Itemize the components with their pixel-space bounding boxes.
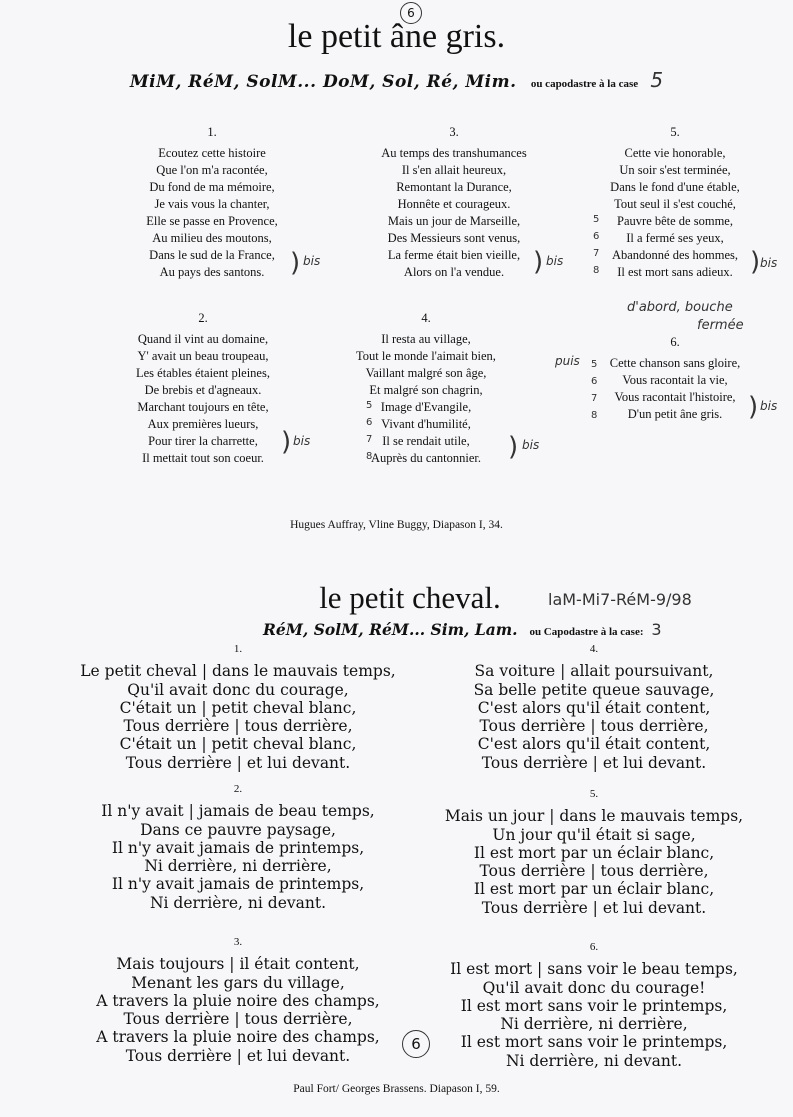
stanza-number: 3. (233, 936, 243, 948)
song-title-1: le petit âne gris. (287, 18, 506, 55)
lyric-line: De brebis et d'agneaux. (144, 383, 262, 397)
lyric-line: Marchant toujours en tête, (137, 400, 269, 414)
lyric-line: Ecoutez cette histoire (158, 146, 266, 160)
lyric-line: Pauvre bête de somme, (617, 214, 733, 228)
stanza-number: 2. (233, 783, 243, 795)
stanza-number: 3. (449, 125, 459, 139)
lyric-line: Abandonné des hommes, (611, 248, 739, 262)
lyric-line: Il est mort par un éclair blanc, (473, 843, 715, 862)
lyric-line: Vous racontait l'histoire, (614, 390, 736, 404)
margin-number: 6 (593, 231, 600, 242)
handwritten-note: d'abord, bouche (627, 300, 733, 315)
lyric-line: Il a fermé ses yeux, (626, 231, 724, 245)
lyric-line: Il mettait tout son coeur. (142, 451, 264, 465)
capo-label-2: ou Capodastre à la case: (529, 626, 644, 638)
handwritten-chords: laM-Mi7-RéM-9/98 (548, 590, 692, 609)
lyric-line: Il est mort par un éclair blanc, (473, 880, 715, 899)
lyric-line: Il est mort sans adieux. (617, 265, 733, 279)
stanza-1-6 (575, 334, 778, 423)
margin-number: 6 (591, 376, 598, 387)
lyric-line: Au temps des transhumances (381, 146, 527, 160)
lyric-line: Du fond de ma mémoire, (149, 180, 275, 194)
margin-number: 7 (366, 434, 373, 445)
lyric-line: Tous derrière | tous derrière, (123, 1010, 353, 1029)
chord-list-1: MiM, RéM, SolM... DoM, Sol, Ré, Mim. (129, 72, 517, 92)
lyric-line: Elle se passe en Provence, (146, 214, 278, 228)
lyric-line: Que l'on m'a racontée, (156, 163, 268, 177)
capo-value-1: 5 (650, 68, 664, 92)
lyric-line: Honnête et courageux. (397, 197, 511, 211)
lyric-line: C'était un | petit cheval blanc, (119, 698, 357, 717)
margin-number: 5 (591, 359, 598, 370)
lyric-line: Auprès du cantonnier. (370, 451, 482, 465)
stanza-2-6 (424, 938, 764, 1070)
margin-number: 7 (593, 248, 600, 259)
brace-mark: ) (748, 392, 759, 422)
lyric-line: Cette vie honorable, (624, 146, 726, 160)
lyric-line: Les étables étaient pleines, (136, 366, 270, 380)
lyric-line: Image d'Evangile, (380, 400, 472, 414)
lyric-line: D'un petit âne gris. (627, 407, 723, 421)
lyric-line: Tout seul il s'est couché, (614, 197, 736, 211)
lyric-line: Aux premières lueurs, (147, 417, 259, 431)
lyric-line: Il n'y avait | jamais de beau temps, (101, 802, 375, 821)
lyric-line: Sa belle petite queue sauvage, (473, 680, 715, 699)
brace-mark: ) (508, 432, 519, 462)
song-title-2: le petit cheval. (319, 580, 501, 615)
lyric-line: Vaillant malgré son âge, (365, 366, 487, 380)
margin-number: 8 (366, 451, 373, 462)
lyric-line: Tout le monde l'aimait bien, (356, 349, 496, 363)
lyric-line: Mais un jour de Marseille, (387, 214, 521, 228)
capo-label-1: ou capodastre à la case (530, 78, 639, 90)
brace-mark: ) (750, 247, 761, 277)
lyric-line: La ferme était bien vieille, (387, 248, 521, 262)
lyric-line: Qu'il avait donc du courage, (127, 680, 349, 699)
stanza-1-2 (103, 310, 303, 467)
margin-number: 7 (591, 393, 598, 404)
lyric-line: Tous derrière | et lui devant. (481, 753, 707, 772)
lyric-line: Au pays des santons. (159, 265, 265, 279)
stanza-number: 6. (670, 335, 680, 349)
stanza-number: 5. (589, 788, 599, 800)
lyric-line: Ni derrière, ni derrière, (500, 1015, 688, 1034)
lyric-line: Dans ce pauvre paysage, (140, 820, 336, 839)
lyric-line: Tous derrière | tous derrière, (479, 717, 709, 736)
lyric-line: Tous derrière | et lui devant. (125, 1046, 351, 1065)
lyric-line: Au milieu des moutons, (152, 231, 272, 245)
lyric-line: Mais toujours | il était content, (116, 955, 360, 974)
lyric-line: Quand il vint au domaine, (137, 332, 269, 346)
stanza-number: 1. (233, 643, 243, 655)
capo-value-2: 3 (651, 620, 662, 639)
stanza-number: 1. (207, 125, 217, 139)
lyric-line: Ni derrière, ni devant. (505, 1051, 683, 1070)
lyric-line: Mais un jour | dans le mauvais temps, (444, 807, 744, 826)
handwritten-note: puis (555, 354, 580, 368)
brace-mark: ) (290, 248, 301, 278)
credit-1: Hugues Auffray, Vline Buggy, Diapason I, 34. (290, 519, 503, 531)
lyric-line: Cette chanson sans gloire, (609, 356, 741, 370)
lyric-line: C'était un | petit cheval blanc, (119, 735, 357, 754)
circled-page-number: 6 (400, 2, 422, 24)
lyric-line: Il est mort sans voir le printemps, (460, 996, 728, 1015)
margin-number: 5 (366, 400, 373, 411)
lyric-line: Il s'en allait heureux, (401, 163, 507, 177)
brace-mark: ) (281, 427, 292, 457)
bis-annotation: bis (760, 399, 778, 413)
lyric-line: Des Messieurs sont venus, (387, 231, 521, 245)
lyric-line: Menant les gars du village, (131, 973, 345, 992)
stanza-2-5 (424, 785, 764, 917)
lyric-line: Il resta au village, (381, 332, 471, 346)
lyric-line: Dans le sud de la France, (149, 248, 275, 262)
stanza-1-4 (326, 310, 526, 467)
margin-number: 6 (366, 417, 373, 428)
lyric-line: Et malgré son chagrin, (369, 383, 483, 397)
lyric-line: Tous derrière | tous derrière, (479, 862, 709, 881)
lyric-line: Dans le fond d'une étable, (610, 180, 740, 194)
lyric-line: Il est mort | sans voir le beau temps, (450, 960, 738, 979)
stanza-2-3 (68, 933, 408, 1065)
chord-list-2: RéM, SolM, RéM... Sim, Lam. (263, 620, 518, 639)
bis-annotation: bis (303, 254, 321, 268)
stanza-1-5 (575, 124, 778, 281)
lyric-line: Sa voiture | allait poursuivant, (474, 662, 714, 681)
margin-number: 5 (593, 214, 600, 225)
stanza-number: 4. (589, 643, 599, 655)
lyric-line: C'est alors qu'il était content, (477, 698, 711, 717)
lyric-line: Tous derrière | tous derrière, (123, 717, 353, 736)
lyric-line: Ni derrière, ni derrière, (144, 857, 332, 876)
lyric-line: Qu'il avait donc du courage! (482, 978, 706, 997)
lyric-line: Il n'y avait jamais de printemps, (111, 838, 365, 857)
lyric-line: C'est alors qu'il était content, (477, 735, 711, 754)
bis-annotation: bis (760, 256, 778, 270)
chords-line-2 (263, 620, 662, 640)
bis-annotation: bis (522, 438, 540, 452)
margin-number: 8 (591, 410, 598, 421)
credit-2: Paul Fort/ Georges Brassens. Diapason I, 59. (293, 1083, 500, 1095)
lyric-line: Il n'y avait jamais de printemps, (111, 875, 365, 894)
stanza-2-4 (424, 640, 764, 772)
margin-number: 8 (593, 265, 600, 276)
lyric-line: A travers la pluie noire des champs, (96, 1028, 380, 1047)
stanza-1-3 (354, 124, 554, 281)
lyric-line: Alors on l'a vendue. (403, 265, 505, 279)
lyric-line: Pour tirer la charrette, (148, 434, 258, 448)
lyric-line: Un jour qu'il était si sage, (492, 825, 696, 844)
lyric-line: Tous derrière | et lui devant. (125, 753, 351, 772)
handwritten-note: fermée (697, 318, 744, 333)
chords-line-1 (0, 68, 793, 92)
lyric-line: Vous racontait la vie, (622, 373, 728, 387)
lyric-line: Y' avait un beau troupeau, (137, 349, 269, 363)
stanza-2-1 (68, 640, 408, 772)
brace-mark: ) (533, 247, 544, 277)
lyric-line: A travers la pluie noire des champs, (96, 991, 380, 1010)
stanza-number: 6. (589, 941, 599, 953)
lyric-line: Tous derrière | et lui devant. (481, 898, 707, 917)
stanza-number: 5. (670, 125, 680, 139)
lyric-line: Il se rendait utile, (382, 434, 470, 448)
stanza-number: 4. (421, 311, 431, 325)
lyric-line: Je vais vous la chanter, (154, 197, 270, 211)
lyric-line: Il est mort sans voir le printemps, (460, 1033, 728, 1052)
lyric-line: Le petit cheval | dans le mauvais temps, (80, 662, 396, 681)
lyric-line: Un soir s'est terminée, (619, 163, 731, 177)
lyric-line: Ni derrière, ni devant. (149, 893, 327, 912)
stanza-number: 2. (198, 311, 208, 325)
bis-annotation: bis (293, 434, 311, 448)
stanza-2-2 (68, 780, 408, 912)
circled-page-number: 6 (402, 1030, 430, 1058)
bis-annotation: bis (546, 254, 564, 268)
lyric-line: Remontant la Durance, (396, 180, 512, 194)
lyric-line: Vivant d'humilité, (381, 417, 471, 431)
stanza-1-1 (112, 124, 312, 281)
